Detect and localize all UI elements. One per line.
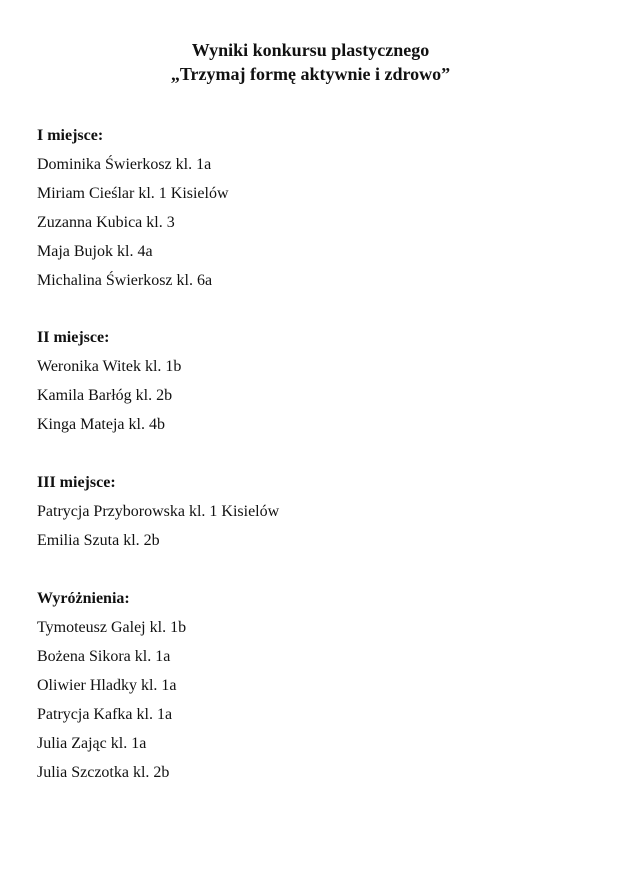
title-line-1: Wyniki konkursu plastycznego (191, 40, 430, 60)
title-line-2: „Trzymaj formę aktywnie i zdrowo” (170, 64, 451, 84)
list-item: Miriam Cieślar kl. 1 Kisielów (37, 185, 229, 202)
list-item: Dominika Świerkosz kl. 1a (37, 156, 212, 173)
section-heading: II miejsce: (37, 329, 110, 346)
list-item: Julia Zając kl. 1a (37, 735, 147, 752)
section-honorable-mentions (37, 591, 597, 794)
list-item: Maja Bujok kl. 4a (37, 243, 153, 260)
section-second-place (37, 330, 597, 446)
list-item: Bożena Sikora kl. 1a (37, 648, 171, 665)
list-item: Oliwier Hladky kl. 1a (37, 677, 177, 694)
list-item: Patrycja Kafka kl. 1a (37, 706, 173, 723)
list-item: Emilia Szuta kl. 2b (37, 532, 160, 549)
list-item: Julia Szczotka kl. 2b (37, 764, 170, 781)
section-heading: I miejsce: (37, 127, 104, 144)
section-heading: III miejsce: (37, 474, 116, 491)
section-heading: Wyróżnienia: (37, 590, 130, 607)
section-first-place (37, 128, 597, 302)
list-item: Kamila Barłóg kl. 2b (37, 387, 173, 404)
list-item: Kinga Mateja kl. 4b (37, 416, 165, 433)
section-third-place (37, 475, 597, 562)
list-item: Zuzanna Kubica kl. 3 (37, 214, 175, 231)
list-item: Tymoteusz Galej kl. 1b (37, 619, 187, 636)
list-item: Weronika Witek kl. 1b (37, 358, 182, 375)
document-title (0, 38, 621, 86)
list-item: Patrycja Przyborowska kl. 1 Kisielów (37, 503, 280, 520)
list-item: Michalina Świerkosz kl. 6a (37, 272, 213, 289)
